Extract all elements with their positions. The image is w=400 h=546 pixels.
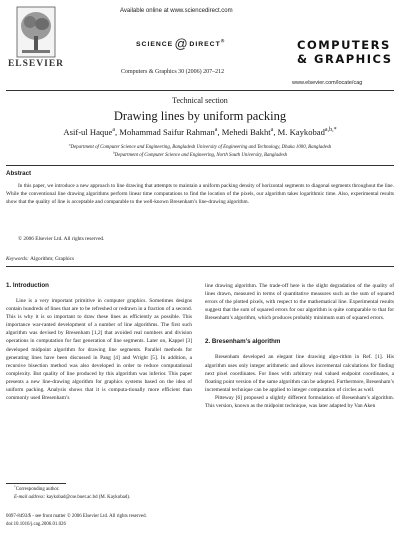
- email-label: E-mail address:: [14, 495, 46, 500]
- abstract-heading: Abstract: [6, 170, 32, 177]
- section-heading-introduction: 1. Introduction: [6, 282, 49, 289]
- issn-block: [6, 513, 206, 529]
- journal-url[interactable]: www.elsevier.com/locate/cag: [292, 80, 363, 86]
- affiliation-mark: b: [112, 150, 115, 155]
- author-mark: a,b,*: [324, 127, 337, 134]
- email-address[interactable]: kaykobad@cse.buet.ac.bd (M. Kaykobad).: [46, 495, 131, 500]
- corresponding-label: Corresponding author.: [15, 487, 60, 492]
- doi-line[interactable]: doi:10.1016/j.cag.2006.01.026: [6, 522, 66, 527]
- elsevier-tree-icon: [16, 6, 56, 58]
- introduction-continuation-paragraph: line drawing algorithm. The trade-off here is the slight degradation of the quality of lines drawn, measured in terms of quantitative measures such as the sum of squared errors of the plotted pixels, with respect to the mathematical line. Experimental results suggest that the sum of squared errors for our algorithm is quite comparable to that for Bresenham’s algorithm, which produces probably minimum sum of squared errors.: [205, 283, 394, 322]
- abstract-copyright: © 2006 Elsevier Ltd. All rights reserved.: [18, 236, 105, 242]
- article-title: Drawing lines by uniform packing: [113, 109, 287, 123]
- sciencedirect-tm: ®: [220, 39, 226, 45]
- author-mark: a: [270, 127, 274, 134]
- availability-line: Available online at www.sciencedirect.com: [120, 8, 233, 14]
- publisher-logo-text: ELSEVIER: [7, 59, 65, 69]
- abstract-section: [6, 170, 394, 240]
- author-name: Asif-ul Haque: [63, 127, 113, 137]
- journal-citation: Computers & Graphics 30 (2006) 207–212: [121, 69, 225, 75]
- sciencedirect-right: DIRECT: [189, 41, 221, 48]
- elsevier-logo: [6, 6, 66, 72]
- sciencedirect-at-icon: @: [174, 36, 189, 51]
- bresenham-paragraph: Bresenham developed an elegant line drawing algo-rithm in Ref. [1]. His algorithm uses only integer arithmetic and allows incremental calculations for finding next pixel coordinates. For lines with arbitrary real valued endpoint coordinates, a floating point version of the same algorithm can be adopted. Furthermore, Bresenham’s incremental technique can be applied to integer computation of circles as well.: [205, 354, 394, 393]
- section-heading-bresenham: 2. Bresenham’s algorithm: [205, 338, 281, 346]
- author-list: Asif-ul Haque$^a$, Mohammad Saifur Rahman$^a$, Mehedi Bakht$^a$, M. Kaykobad$^{a,b,*}$: [63, 127, 337, 137]
- affiliation-text: Department of Computer Science and Engineering, North South University, Bangladesh: [114, 153, 288, 158]
- left-column: [6, 282, 192, 402]
- affiliation-line: [0, 152, 400, 160]
- keywords-label: Keywords:: [6, 256, 29, 262]
- right-column: [205, 282, 394, 410]
- sciencedirect-logo: [136, 36, 225, 51]
- keywords: [6, 256, 74, 262]
- author-name: Mehedi Bakht: [221, 127, 271, 137]
- abstract-top-rule: [6, 165, 394, 166]
- footnote: [6, 486, 192, 502]
- header-rule: [6, 90, 394, 91]
- sciencedirect-left: SCIENCE: [136, 41, 174, 48]
- email-line: [6, 494, 192, 502]
- corresponding-mark: *: [14, 484, 16, 489]
- affiliation-text: Department of Computer Science and Engineering, Bangladesh University of Engineering and Technology, Dhaka 1000, Bangladesh: [70, 145, 332, 150]
- introduction-paragraph: Line is a very important primitive in computer graphics. Sometimes designs contain hundreds of lines that are to be refreshed or redrawn in a fraction of a second. This is why it is so important to draw these lines as efficiently as possible. This importance war-ranted development of a number of line algorithms. The first such algorithm was devised by Bresenham [1,2] that avoided real numbers and division operations in computation for fast generation of line segments. Later on, Kappel [3] developed midpoint algorithm for drawing line segments. Parallel methods for generating lines have been discussed in Pang [4] and Wright [5]. In addition, a recursive bisection method was also developed in order to reduce computational complexity. But quality of line produced by this algorithm was inferior. This paper presents a new line-drawing algorithm for graphics systems based on the idea of uniform packing. Analysis shows that it is computa-tionally more efficient than commonly used Bresenham’s: [6, 298, 192, 402]
- author-mark: a: [214, 127, 218, 134]
- bresenham-paragraph: Pitteway [6] proposed a slightly different formulation of Bresenham’s algorithm. This version, known as the midpoint technique, was later adapted by Van Aken: [205, 394, 394, 410]
- issn-line: 0097-8493/$ - see front matter © 2006 Elsevier Ltd. All rights reserved.: [6, 514, 147, 519]
- keywords-values: Algorithm; Graphics: [30, 256, 75, 262]
- author-mark: a: [112, 127, 115, 134]
- abstract-bottom-rule: [6, 266, 394, 267]
- affiliation-mark: a: [68, 142, 71, 147]
- affiliation-line: [0, 142, 400, 155]
- author-name: M. Kaykobad: [277, 127, 325, 137]
- abstract-text: In this paper, we introduce a new approach to line drawing that attempts to maintain a uniform packing density of horizontal segments to diagonal segments throughout the line. While the conventional line drawing algorithms perform linear time computations to find the location of the pixels, our algorithm takes logarithmic time. Also, experimental results show that the quality of line is acceptable and comparable to the well-known Bresenham’s line-drawing algorithm.: [6, 183, 394, 205]
- corresponding-author-line: [6, 486, 192, 494]
- journal-title: COMPUTERS & GRAPHICS: [297, 38, 393, 66]
- affiliations: [0, 144, 400, 160]
- author-name: Mohammad Saifur Rahman: [119, 127, 215, 137]
- section-label: Technical section: [172, 96, 228, 105]
